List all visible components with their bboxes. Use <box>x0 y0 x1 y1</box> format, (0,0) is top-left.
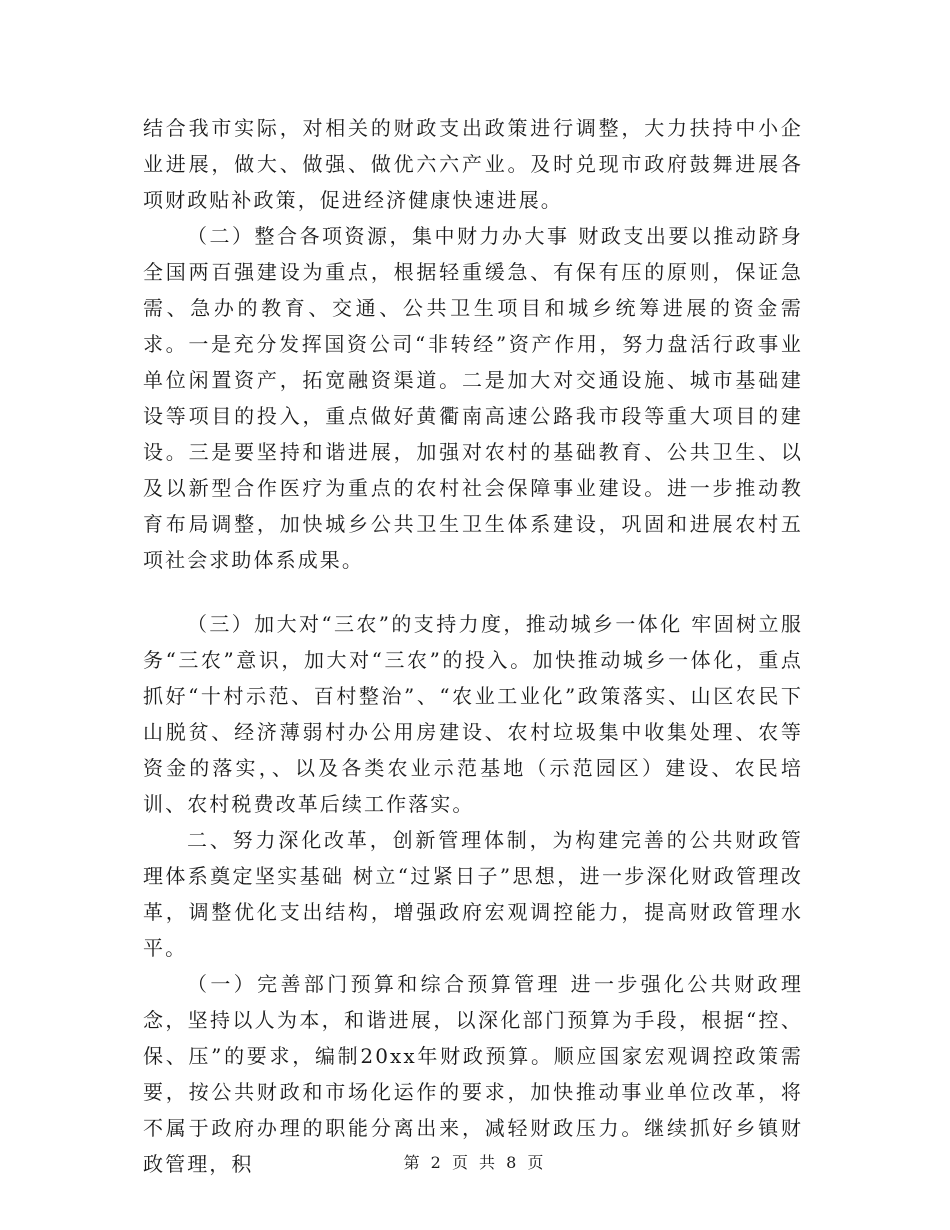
paragraph-subsection-1: （一）完善部门预算和综合预算管理 进一步强化公共财政理念，坚持以人为本，和谐进展，以深化部门预算为手段，根据“控、保、压”的要求，编制20xx年财政预算。顺应国家宏观调控政策需要，按公共财政和市场化运作的要求，加快推动事业单位改革，将不属于政府办理的职能分离出来，减轻财政压力。继续抓好乡镇财政管理，积 <box>143 972 803 1176</box>
page-number-footer: 第 2 页 共 8 页 <box>403 1153 547 1172</box>
paragraph-section-3: （三）加大对“三农”的支持力度，推动城乡一体化 牢固树立服务“三农”意识，加大对“三农”的投入。加快推动城乡一体化，重点抓好“十村示范、百村整治”、“农业工业化”政策落实、山区农民下山脱贫、经济薄弱村办公用房建设、农村垃圾集中收集处理、农等资金的落实，、以及各类农业示范基地（示范园区）建设、农民培训、农村税费改革后续工作落实。 <box>143 612 803 816</box>
paragraph-continuation: 结合我市实际，对相关的财政支出政策进行调整，大力扶持中小企业进展，做大、做强、做优六六产业。及时兑现市政府鼓舞进展各项财政贴补政策，促进经济健康快速进展。 <box>143 116 803 212</box>
paragraph-section-2: （二）整合各项资源，集中财力办大事 财政支出要以推动跻身全国两百强建设为重点，根据轻重缓急、有保有压的原则，保证急需、急办的教育、交通、公共卫生项目和城乡统筹进展的资金需求。一是充分发挥国资公司“非转经”资产作用，努力盘活行政事业单位闲置资产，拓宽融资渠道。二是加大对交通设施、城市基础建设等项目的投入，重点做好黄衢南高速公路我市段等重大项目的建设。三是要坚持和谐进展，加强对农村的基础教育、公共卫生、以及以新型合作医疗为重点的农村社会保障事业建设。进一步推动教育布局调整，加快城乡公共卫生卫生体系建设，巩固和进展农村五项社会求助体系成果。 <box>143 224 803 572</box>
paragraph-part-two-heading: 二、努力深化改革，创新管理体制，为构建完善的公共财政管理体系奠定坚实基础 树立“过紧日子”思想，进一步深化财政管理改革，调整优化支出结构，增强政府宏观调控能力，提高财政管理水平。 <box>143 828 803 960</box>
document-body <box>143 110 803 1182</box>
